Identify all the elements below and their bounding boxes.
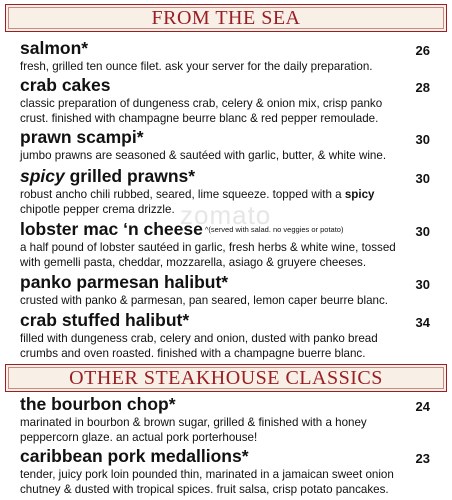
item-price: 34 — [415, 315, 430, 330]
item-description: a half pound of lobster sautéed in garlic, fresh herbs & white wine, tossed — [20, 241, 396, 254]
item-description: tender, juicy pork loin pounded thin, marinated in a jamaican sweet onion — [20, 468, 394, 481]
item-name-rest: grilled prawns* — [64, 166, 196, 186]
section-banner-from-the-sea — [5, 4, 447, 32]
menu-item-lobster-mac-n-cheese — [20, 219, 432, 270]
item-name-spicy: spicy — [20, 166, 65, 186]
item-price: 28 — [415, 80, 430, 95]
item-name: crab cakes — [20, 75, 111, 95]
menu-item-prawn-scampi — [20, 127, 432, 164]
item-description: fresh, grilled ten ounce filet. ask your server for the daily preparation. — [20, 60, 373, 73]
item-description: with gemelli pasta, cheddar, mozzarella, asiago & gruyere cheeses. — [20, 255, 367, 269]
spicy-highlight: spicy — [344, 188, 375, 201]
menu-item-crab-stuffed-halibut — [20, 310, 432, 361]
menu-item-panko-parmesan-halibut — [20, 272, 432, 309]
item-price: 30 — [415, 277, 430, 292]
item-price: 30 — [415, 224, 430, 239]
menu-item-salmon — [20, 38, 432, 75]
item-description: crusted with panko & parmesan, pan seared, lemon caper beurre blanc. — [20, 294, 388, 307]
item-description: jumbo prawns are seasoned & sautéed with garlic, butter, & white wine. — [20, 149, 387, 162]
item-name — [20, 166, 195, 186]
item-name: crab stuffed halibut* — [20, 310, 190, 330]
item-description: chutney & dusted with tropical spices. fruit salsa, crisp potato pancakes. — [20, 482, 389, 496]
item-price: 23 — [415, 451, 430, 466]
item-description: filled with dungeness crab, celery and onion, dusted with panko bread — [20, 332, 378, 345]
item-note: ^(served with salad. no veggies or potato) — [204, 225, 344, 235]
item-description: peppercorn glaze. an actual pork porterhouse! — [20, 430, 258, 444]
menu-item-caribbean-pork-medallions — [20, 446, 432, 497]
item-price: 26 — [415, 43, 430, 58]
item-name: caribbean pork medallions* — [20, 446, 249, 466]
item-name-text: lobster mac ‘n cheese — [20, 219, 203, 239]
item-description — [20, 188, 432, 203]
watermark: zomato — [180, 200, 272, 230]
item-description-text: robust ancho chili rubbed, seared, lime squeeze. topped with a — [20, 188, 345, 201]
menu-item-crab-cakes — [20, 75, 432, 126]
section-title: FROM THE SEA — [151, 7, 301, 29]
item-price: 30 — [415, 132, 430, 147]
item-name: salmon* — [20, 38, 89, 58]
item-description: classic preparation of dungeness crab, celery & onion mix, crisp panko — [20, 97, 383, 110]
item-description: chipotle pepper crema drizzle. — [20, 202, 175, 216]
menu-item-spicy-grilled-prawns — [20, 166, 432, 217]
item-name: panko parmesan halibut* — [20, 272, 229, 292]
item-price: 30 — [415, 171, 430, 186]
item-price: 24 — [415, 399, 430, 414]
section-banner-other-steakhouse-classics — [5, 364, 447, 392]
item-description: marinated in bourbon & brown sugar, grilled & finished with a honey — [20, 416, 367, 429]
item-name — [20, 219, 343, 239]
item-description: crust. finished with champagne beurre blanc & red pepper remoulade. — [20, 111, 379, 125]
item-description: crumbs and oven roasted. finished with a champagne buerre blanc. — [20, 346, 366, 360]
item-name: prawn scampi* — [20, 127, 144, 147]
menu-item-bourbon-chop — [20, 394, 432, 445]
item-name: the bourbon chop* — [20, 394, 176, 414]
section-title: OTHER STEAKHOUSE CLASSICS — [69, 367, 383, 389]
